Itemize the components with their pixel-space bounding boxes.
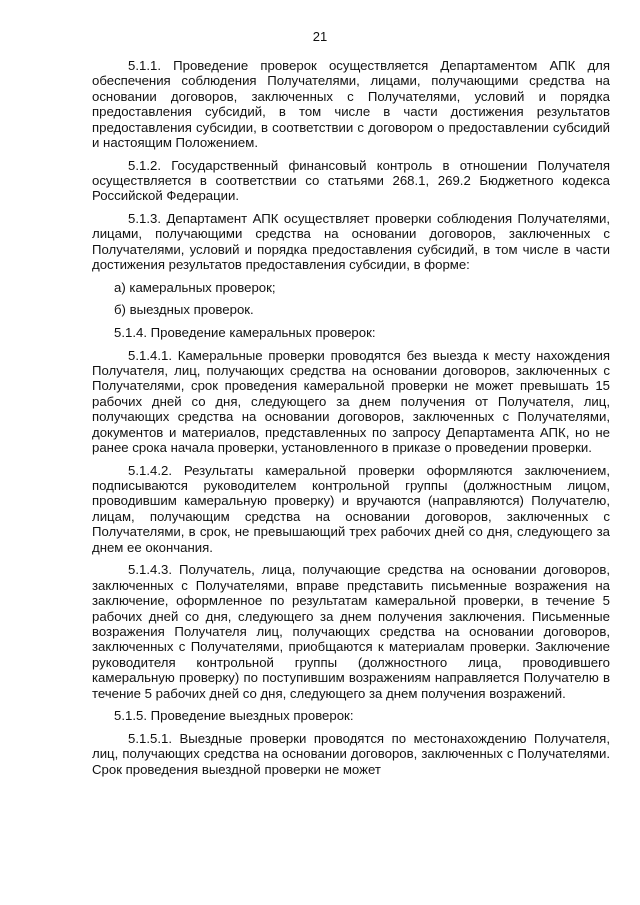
paragraph-5-1-4-2: 5.1.4.2. Результаты камеральной проверки оформляются заключением, подписываются руководителем контрольной группы (должностным лицом, проводившим камеральную проверку) и вручаются (направляются) Получателю, лицам, получающим средства на основании договоров, заключенных с Получателями, в срок, не превышающий трех рабочих дней со дня, следующего за днем ее окончания. [92,462,610,555]
paragraph-5-1-5-1: 5.1.5.1. Выездные проверки проводятся по местонахождению Получателя, лиц, получающих средства на основании договоров, заключенных с Получателями. Срок проведения выездной проверки не может [92,730,610,777]
paragraph-5-1-1: 5.1.1. Проведение проверок осуществляется Департаментом АПК для обеспечения соблюдения Получателями, лицами, получающими средства на основании договоров, заключенных с Получателями, условий и порядка предоставления субсидий, в том числе в части достижения результатов предоставления субсидии, в соответствии с договором о предоставлении субсидий и настоящим Положением. [92,58,610,151]
list-item-a: а) камеральных проверок; [114,279,276,295]
section-heading-5-1-4: 5.1.4. Проведение камеральных проверок: [114,325,376,341]
paragraph-5-1-4-1: 5.1.4.1. Камеральные проверки проводятся без выезда к месту нахождения Получателя, лиц, получающих средства на основании договоров, заключенных с Получателями, срок проведения камеральной проверки не может превышать 15 рабочих дней со дня, следующего за днем получения от Получателя, лиц, получающих средства на основании договоров, заключенных с Получателями, документов и материалов, представленных по запросу Департамента АПК, но не ранее срока начала проверки, установленного в приказе о проведении проверки. [92,347,610,456]
page-body [92,58,610,784]
paragraph-5-1-3: 5.1.3. Департамент АПК осуществляет проверки соблюдения Получателями, лицами, получающими средства на основании договоров, заключенных с Получателями, условий и порядка предоставления субсидий, в том числе в части достижения результатов предоставления субсидии, в форме: [92,211,610,273]
page-number: 21 [312,29,328,44]
section-heading-5-1-5: 5.1.5. Проведение выездных проверок: [114,708,354,724]
list-item-b: б) выездных проверок. [114,302,254,318]
paragraph-5-1-4-3: 5.1.4.3. Получатель, лица, получающие средства на основании договоров, заключенных с Получателями, вправе представить письменные возражения на заключение, оформленное по результатам камеральной проверки, в течение 5 рабочих дней со дня, следующего за днем получения заключения. Письменные возражения Получателя лиц, получающих средства на основании договоров, заключенных с Получателями, приобщаются к материалам проверки. Заключение руководителя контрольной группы (должностного лица, проводившего камеральную проверку) по поступившим возражениям направляется Получателю в течение 5 рабочих дней со дня, следующего за днем получения возражений. [92,562,610,701]
paragraph-5-1-2: 5.1.2. Государственный финансовый контроль в отношении Получателя осуществляется в соответствии со статьями 268.1, 269.2 Бюджетного кодекса Российской Федерации. [92,157,610,204]
